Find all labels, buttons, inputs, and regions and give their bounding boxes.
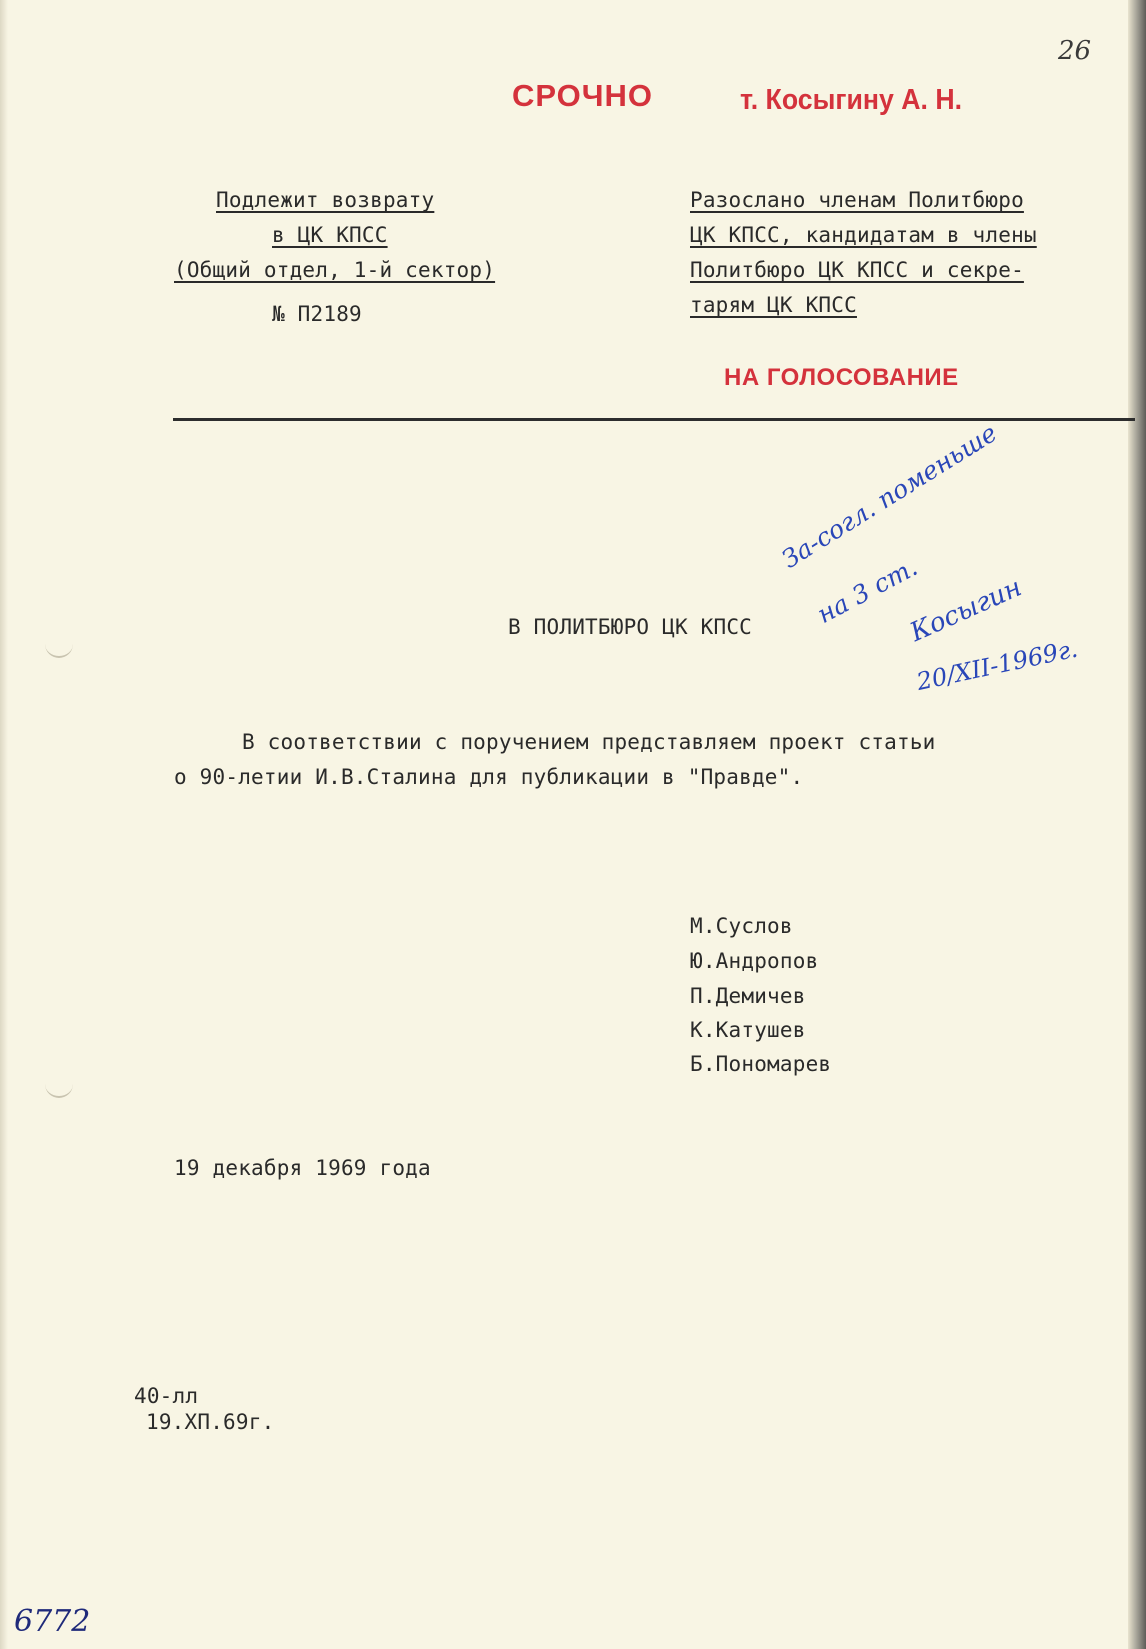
footer-date-code: 19.XП.69г. [146,1410,275,1434]
return-notice-line-1: Подлежит возврату [216,188,435,212]
resolution-line-2: на 3 ст. [812,552,923,629]
vote-stamp: НА ГОЛОСОВАНИЕ [724,364,959,391]
signatory-5: Б.Пономарев [690,1052,832,1076]
distribution-line-1: Разослано членам Политбюро [690,188,1024,212]
return-notice-line-3: (Общий отдел, 1-й сектор) [174,258,496,282]
resolution-date: 20/XII-1969г. [914,634,1081,696]
binder-hole-mark [45,640,73,658]
header-divider [173,418,1135,421]
sheet-count: 40-лл [134,1384,199,1408]
return-notice-line-2: в ЦК КПСС [272,223,388,247]
paper-left-edge [0,0,8,1649]
distribution-line-3: Политбюро ЦК КПСС и секре- [690,258,1024,282]
addressee-stamp: т. Косыгину А. Н. [740,84,963,116]
addressee-line: В ПОЛИТБЮРО ЦК КПСС [508,615,753,639]
paper-right-edge [1128,0,1146,1649]
signatory-2: Ю.Андропов [690,949,819,973]
distribution-line-4: тарям ЦК КПСС [690,293,857,317]
archive-page-number: 26 [1058,36,1092,66]
document-number: № П2189 [272,302,362,326]
body-line-1: В соответствии с поручением представляем проект статьи [242,730,936,754]
signatory-4: К.Катушев [690,1018,806,1042]
signatory-1: М.Суслов [690,914,793,938]
urgent-stamp: СРОЧНО [512,78,654,113]
body-line-2: о 90-летии И.В.Сталина для публикации в "Правде". [174,765,804,789]
resolution-signature: Косыгин [905,572,1027,648]
resolution-line-1: За-согл. поменьше [776,418,1003,574]
distribution-line-2: ЦК КПСС, кандидатам в члены [690,223,1037,247]
binder-hole-mark [45,1080,73,1098]
document-date: 19 декабря 1969 года [174,1156,431,1180]
archive-inventory-number: 6772 [14,1604,91,1639]
signatory-3: П.Демичев [690,984,806,1008]
